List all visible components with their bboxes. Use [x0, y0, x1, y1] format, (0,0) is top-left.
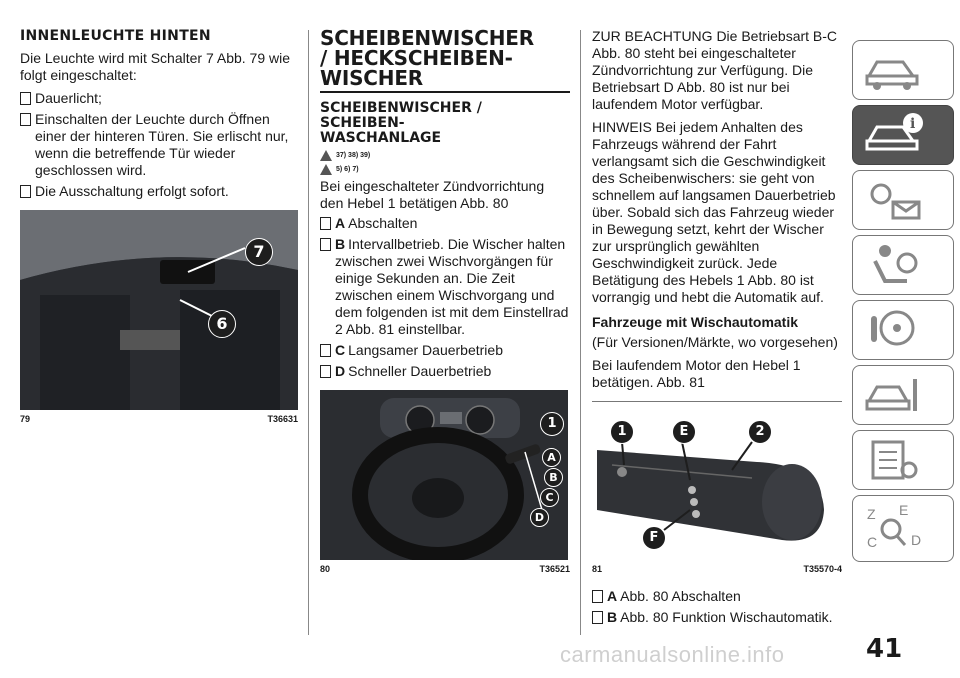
steering-wheel-photo-icon: [320, 390, 568, 560]
callout-F: F: [642, 526, 666, 550]
steering-key-icon: [863, 306, 923, 352]
list-item: Dauerlicht;: [20, 90, 298, 107]
list-item: Einschalten der Leuchte durch Öffnen einer der hinteren Türen. Sie erlischt nur, wenn die betreffende Tür wieder geschlossen wird.: [20, 111, 298, 179]
warning-triangle-icon: [320, 150, 332, 161]
checkbox-bullet-icon: [592, 590, 603, 603]
figure-number: 80: [320, 564, 331, 574]
list-item: C Langsamer Dauerbetrieb: [320, 342, 570, 359]
chapter-tab-warnings[interactable]: [852, 170, 954, 230]
watermark: carmanualsonline.info: [560, 642, 785, 667]
column-wiper-notes: [592, 28, 842, 630]
callout-A: A: [542, 448, 561, 467]
list-item: Die Ausschaltung erfolgt sofort.: [20, 183, 298, 200]
intro-text: Bei eingeschalteter Zündvorrichtung den Hebel 1 betätigen Abb. 80: [320, 178, 545, 211]
sub-heading: Fahrzeuge mit Wischautomatik: [592, 314, 799, 330]
callout-E: E: [672, 420, 696, 444]
column-wipers: [320, 28, 570, 574]
warning-lights-icon: [863, 176, 923, 222]
callout-1: 1: [610, 420, 634, 444]
index-search-icon: [863, 501, 933, 556]
caution-refs: 5) 6) 7): [320, 164, 570, 175]
callout-7: 7: [245, 238, 273, 266]
instruction-text: Bei laufendem Motor den Hebel 1 betätigen. Abb. 81: [592, 357, 801, 390]
checkbox-bullet-icon: [20, 185, 31, 198]
list-item: A Abschalten: [320, 215, 570, 232]
heading-rule: [320, 91, 570, 93]
column-divider: [580, 30, 581, 635]
callout-2: 2: [748, 420, 772, 444]
page-number: 41: [866, 634, 903, 664]
chapter-tab-index[interactable]: [852, 495, 954, 562]
callout-C: C: [540, 488, 559, 507]
section-heading: INNENLEUCHTE HINTEN: [20, 28, 211, 44]
intro-text: Die Leuchte wird mit Schalter 7 Abb. 79 wie folgt eingeschaltet:: [20, 50, 291, 83]
checkbox-bullet-icon: [320, 365, 331, 378]
chapter-tab-dashboard[interactable]: [852, 40, 954, 100]
figure-number: 79: [20, 414, 31, 424]
car-dashboard-icon: [863, 46, 923, 92]
figure-code: T36631: [267, 414, 298, 424]
checkbox-bullet-icon: [320, 217, 331, 230]
checkbox-bullet-icon: [20, 113, 31, 126]
list-item: D Schneller Dauerbetrieb: [320, 363, 570, 380]
car-service-icon: [863, 371, 923, 417]
chapter-tab-driving[interactable]: [852, 300, 954, 360]
checkbox-bullet-icon: [320, 344, 331, 357]
callout-6: 6: [208, 310, 236, 338]
warning-refs: 37) 38) 39): [320, 150, 570, 161]
figure-79-photo: [20, 210, 298, 410]
note-text: ZUR BEACHTUNG Die Betriebsart B-C Abb. 80 steht bei eingeschalteter Zündvorrichtung zur Verfügung. Die Betriebsart D Abb. 80 ist nur bei laufendem Motor verfügbar.: [592, 28, 838, 112]
versions-text: (Für Versionen/Märkte, wo vorgesehen): [592, 334, 838, 350]
list-item: A Abb. 80 Abschalten: [592, 588, 842, 605]
checkbox-bullet-icon: [592, 611, 603, 624]
specs-list-icon: [863, 436, 923, 482]
callout-B: B: [544, 468, 563, 487]
column-interior-light: [20, 28, 298, 424]
figure-caption: [320, 562, 570, 574]
callout-D: D: [530, 508, 549, 527]
svg-text:Z: Z: [867, 506, 876, 522]
list-item: B Intervallbetrieb. Die Wischer halten zwischen zwei Wischvorgängen für einige Sekunden an. Die Zeit zwischen einem Wischvorgang und dem folgenden ist mit dem Einstellrad 2 Abb. 81 einstellbar.: [320, 236, 570, 338]
figure-80-photo: [320, 390, 568, 560]
list-item: B Abb. 80 Funktion Wischautomatik.: [592, 609, 842, 626]
svg-text:i: i: [910, 116, 916, 132]
svg-text:E: E: [899, 502, 909, 518]
hint-text: HINWEIS Bei jedem Anhalten des Fahrzeugs während der Fahrt verlangsamt sich die Geschwindigkeit des Scheibenwischers: sie geht von schnellem auf langsamen Dauerbetrieb über. Sobald sich das Fahrzeug wieder in Bewegung setzt, kehrt der Wischer zur ursprünglich gewählten Geschwindigkeit zurück. Jede Betätigung des Hebels 1 Abb. 80 ist vorrangig und hebt die Automatik auf.: [592, 119, 836, 305]
chapter-tab-technical[interactable]: [852, 430, 954, 490]
figure-rule: [592, 401, 842, 402]
figure-81-illustration: [592, 410, 840, 560]
column-divider: [308, 30, 309, 635]
svg-text:D: D: [911, 532, 922, 548]
airbag-seat-icon: [863, 241, 923, 287]
car-info-icon: [863, 111, 923, 157]
chapter-tab-safety[interactable]: [852, 235, 954, 295]
checkbox-bullet-icon: [20, 92, 31, 105]
callout-1: 1: [540, 412, 564, 436]
caution-triangle-icon: [320, 164, 332, 175]
figure-code: T36521: [539, 564, 570, 574]
sub-heading: SCHEIBENWISCHER / SCHEIBEN- WASCHANLAGE: [320, 100, 482, 146]
chapter-tab-emergency[interactable]: [852, 365, 954, 425]
figure-number: 81: [592, 564, 603, 574]
figure-code: T35570-4: [803, 564, 842, 574]
checkbox-bullet-icon: [320, 238, 331, 251]
figure-caption: [20, 412, 298, 424]
chapter-tab-info[interactable]: [852, 105, 954, 165]
main-heading: SCHEIBENWISCHER / HECKSCHEIBEN- WISCHER: [320, 26, 534, 90]
figure-caption: [592, 562, 842, 574]
svg-text:C: C: [867, 534, 878, 550]
